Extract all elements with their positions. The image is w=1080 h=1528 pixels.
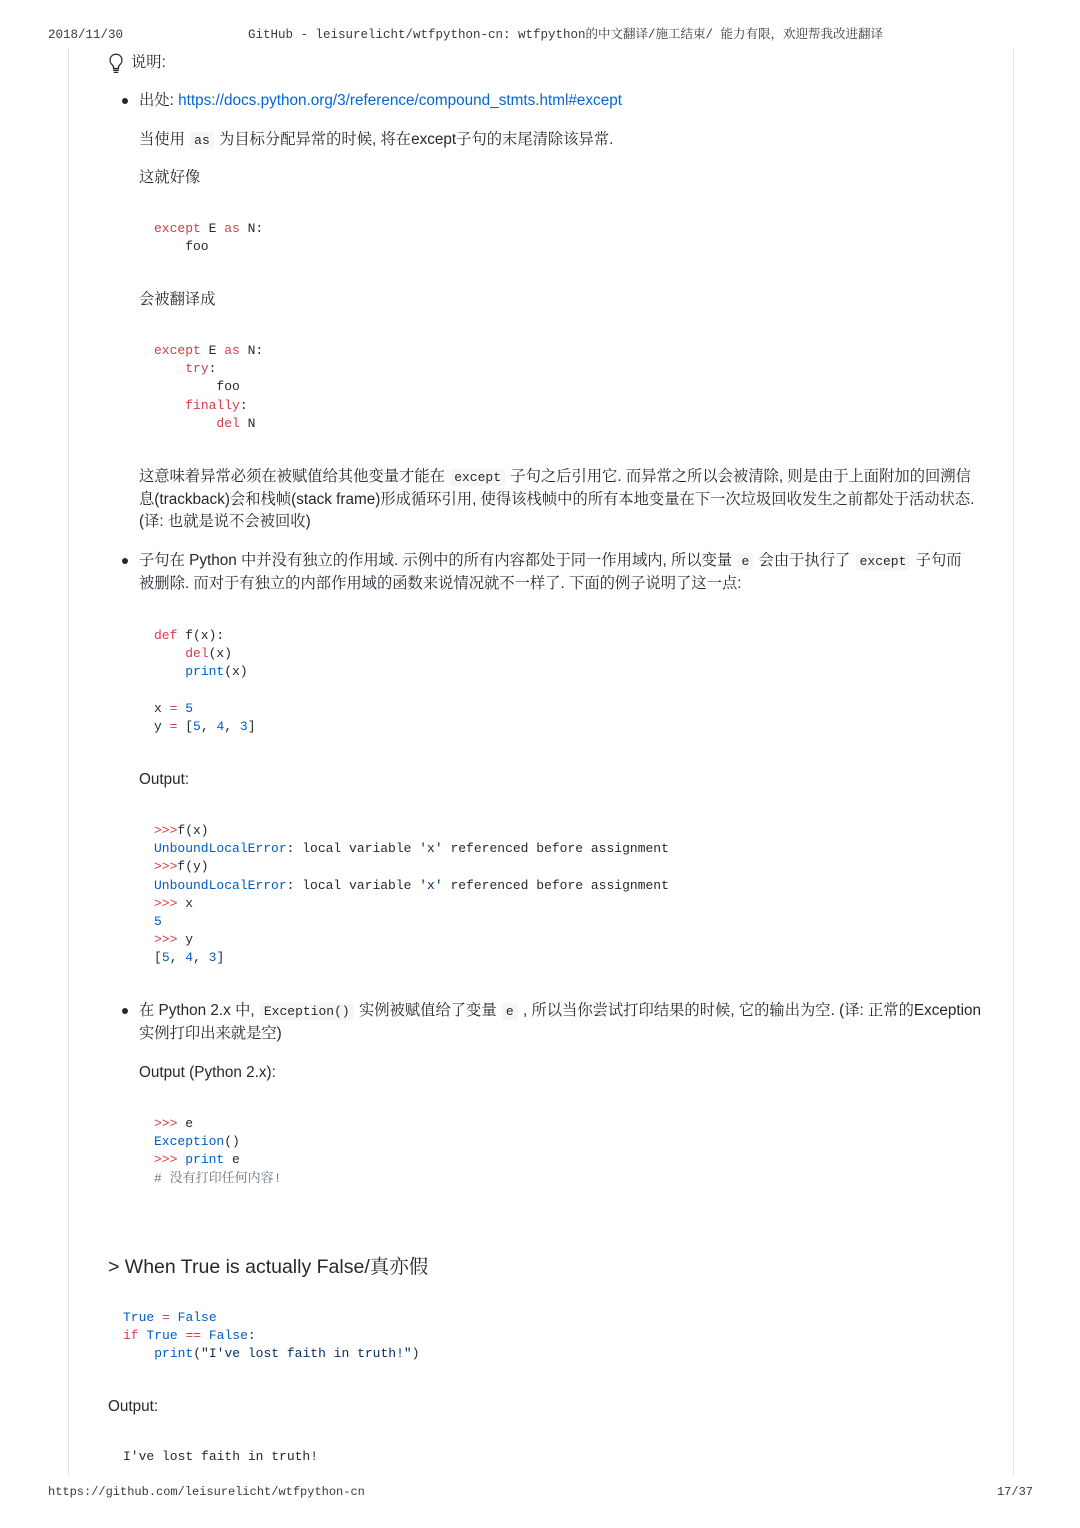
code-token (154, 416, 216, 431)
paragraph (139, 466, 974, 534)
code-line (154, 1115, 281, 1133)
code-token: 5 (185, 700, 194, 716)
text-run: 为目标分配异常的时候, 将在except子句的末尾清除该异常. (214, 131, 614, 148)
code-token: N: (239, 343, 264, 358)
text-run: 子句之后引用它. 而异常之所以会被清除, 则是由于上面附加的回溯信 (506, 468, 971, 485)
inline-code: e (502, 1003, 518, 1020)
code-token: E (200, 343, 225, 358)
text-line (139, 511, 974, 534)
code-line (154, 895, 669, 913)
code-line (123, 1345, 420, 1363)
code-token (154, 664, 185, 679)
text-line (139, 466, 974, 489)
page-number: 17/37 (996, 1485, 1033, 1499)
code-token (154, 646, 185, 661)
code-block (123, 1309, 420, 1364)
code-line (123, 1309, 420, 1327)
code-token: >>> (154, 895, 178, 911)
code-token: : local variable (286, 841, 420, 857)
code-token: [ (177, 718, 194, 734)
code-token: >>> (154, 823, 178, 838)
code-token: x (177, 895, 194, 911)
code-line (154, 645, 256, 663)
code-token: referenced before assignment (442, 841, 669, 857)
code-line (154, 840, 669, 858)
bullet-dot (122, 1008, 128, 1014)
code-token: : (208, 361, 217, 377)
code-block (154, 220, 263, 256)
paragraph (139, 550, 962, 595)
code-line (154, 1133, 281, 1151)
print-title: GitHub - leisurelicht/wtfpython-cn: wtfpython的中文翻译/施工结束/ 能力有限，欢迎帮我改进翻译 (248, 28, 884, 42)
code-token (154, 361, 185, 376)
text-run: 出处: (139, 92, 179, 109)
code-token: 5 (161, 950, 170, 966)
code-line (154, 822, 669, 840)
lightbulb-icon (108, 53, 124, 74)
code-line (123, 1448, 318, 1466)
code-token: >>> (154, 859, 178, 875)
code-line (154, 700, 256, 718)
code-line (154, 1151, 281, 1169)
text-run: 会由于执行了 (754, 552, 855, 569)
code-token: 5 (193, 718, 201, 734)
code-token: referenced before assignment (442, 877, 669, 893)
code-token: , (169, 950, 186, 966)
text-line (139, 90, 622, 113)
content-border-left (68, 48, 69, 1476)
code-token: >>> (154, 932, 178, 948)
code-token: (x) (224, 664, 248, 680)
text-run: 在 Python 2.x 中, (139, 1002, 259, 1019)
inline-code: except (450, 469, 505, 486)
code-token: try (185, 361, 209, 377)
code-token: as (224, 221, 240, 236)
code-token: : (247, 1328, 256, 1344)
code-line (154, 378, 263, 396)
code-token: 3 (208, 950, 217, 966)
code-block (154, 342, 263, 433)
code-block (154, 627, 256, 736)
bullet-dot (122, 558, 128, 564)
code-token: "I've lost faith in truth!" (201, 1346, 412, 1362)
code-token (123, 1346, 154, 1361)
text-run: 实例被赋值给了变量 (354, 1002, 501, 1019)
print-url: https://github.com/leisurelicht/wtfpython-cn (48, 1485, 365, 1499)
code-token: def (154, 628, 178, 643)
code-token: UnboundLocalError (154, 877, 287, 893)
code-token: : local variable (286, 877, 420, 893)
code-token: N (239, 415, 256, 431)
text-run: 这意味着异常必须在被赋值给其他变量才能在 (139, 468, 450, 485)
text-line (139, 489, 974, 512)
inline-code: e (737, 553, 753, 570)
code-token (170, 1310, 178, 1325)
code-token: True (146, 1328, 178, 1344)
code-token: x (154, 700, 170, 716)
print-date: 2018/11/30 (48, 28, 124, 42)
code-token: >>> (154, 1152, 178, 1168)
bullet-dot (122, 98, 128, 104)
code-token: # 没有打印任何内容! (154, 1170, 282, 1186)
text-run: 息(trackback)会和栈帧(stack frame)形成循环引用, 使得该栈帧中的所有本地变量在下一次垃圾回收发生之前都处于活动状态. (139, 490, 975, 508)
code-token: [ (154, 950, 162, 966)
code-token (201, 1328, 209, 1343)
code-line (154, 663, 256, 681)
code-token: = (162, 1310, 170, 1325)
code-line (154, 415, 263, 433)
code-token: , (193, 950, 209, 966)
code-token: 'x' (419, 877, 443, 893)
code-line (154, 718, 256, 736)
text-line (139, 550, 962, 573)
code-token: = (169, 700, 178, 716)
text-run: 子句而 (911, 552, 962, 569)
code-token: e (177, 1116, 194, 1131)
code-token: 'x' (419, 841, 443, 857)
code-token: foo (154, 379, 240, 395)
text-run: 被删除. 而对于有独立的内部作用域的函数来说情况就不一样了. 下面的例子说明了这一点: (139, 574, 742, 592)
code-token: print (185, 1152, 225, 1168)
code-token: ( (193, 1346, 202, 1362)
code-token: ] (216, 950, 225, 966)
inline-code: except (856, 553, 911, 570)
code-token: y (154, 718, 170, 734)
code-line (154, 931, 669, 949)
code-token: except (154, 343, 201, 358)
code-token: = (169, 718, 178, 734)
code-token: : (239, 397, 248, 413)
code-token: () (224, 1134, 240, 1150)
paragraph (139, 1000, 981, 1045)
code-token (154, 398, 185, 413)
code-line (154, 949, 669, 967)
output-block (154, 1115, 281, 1188)
paragraph (139, 129, 613, 152)
code-token: E (200, 221, 225, 236)
code-line (154, 682, 256, 700)
code-line (123, 1327, 420, 1345)
text-run: , 所以当你尝试打印结果的时候, 它的输出为空. (译: 正常的Exception (518, 1002, 982, 1019)
code-line (154, 913, 669, 931)
code-token: 5 (154, 913, 162, 929)
code-token: I've lost faith in truth! (123, 1449, 319, 1464)
code-line (154, 360, 263, 378)
paragraph: 这就好像 (139, 169, 201, 186)
text-line (139, 1023, 981, 1046)
code-token: y (177, 932, 194, 948)
code-line (154, 342, 263, 360)
code-token: e (224, 1152, 240, 1168)
code-token: N: (239, 221, 264, 236)
code-token: 4 (216, 718, 225, 734)
text-run: 实例打印出来就是空) (139, 1024, 282, 1042)
text-run: 子句在 Python 中并没有独立的作用域. 示例中的所有内容都处于同一作用域内, 所以变量 (139, 552, 737, 569)
code-token: f(y) (177, 859, 209, 875)
output-label: Output: (108, 1398, 159, 1415)
code-token: , (200, 718, 217, 734)
code-token: foo (154, 239, 209, 255)
code-token: 4 (185, 950, 194, 966)
code-line (154, 627, 256, 645)
code-token: print (185, 664, 225, 680)
code-token: 3 (239, 718, 248, 734)
code-token: if (123, 1328, 139, 1344)
code-token: as (224, 343, 240, 358)
text-line (139, 573, 962, 596)
code-token: == (185, 1328, 202, 1344)
code-token: f(x) (177, 823, 209, 838)
code-token (154, 1310, 162, 1325)
section-heading: > When True is actually False/真亦假 (108, 1256, 429, 1278)
code-token: del (216, 415, 240, 431)
text-run: 当使用 (139, 131, 190, 148)
output-label: Output: (139, 771, 190, 788)
code-line (154, 238, 263, 256)
text-line (139, 1000, 981, 1023)
output-block (154, 822, 669, 968)
content-border-right (1013, 48, 1014, 1476)
text-run: (译: 也就是说不会被回收) (139, 513, 311, 530)
source-link[interactable]: https://docs.python.org/3/reference/compound_stmts.html#except (178, 92, 622, 109)
code-token: True (123, 1310, 155, 1325)
source-line (139, 90, 622, 113)
code-token: UnboundLocalError (154, 841, 287, 857)
code-token: False (208, 1328, 248, 1344)
code-line (154, 858, 669, 876)
inline-code: Exception() (260, 1003, 354, 1020)
code-token: del (185, 646, 209, 662)
code-token: >>> (154, 1116, 178, 1131)
code-line (154, 877, 669, 895)
output-block (123, 1448, 318, 1466)
code-line (154, 220, 263, 238)
output-label: Output (Python 2.x): (139, 1064, 276, 1081)
code-token: Exception (154, 1134, 225, 1150)
code-line (154, 397, 263, 415)
code-token: False (177, 1310, 217, 1325)
code-token: , (224, 718, 240, 734)
inline-code: as (190, 132, 214, 149)
code-token: finally (185, 397, 240, 413)
code-token: ] (247, 718, 256, 734)
text-line (139, 129, 613, 152)
code-token: f(x): (177, 628, 225, 643)
code-token: ) (411, 1346, 420, 1362)
code-token: (x) (208, 646, 233, 662)
explanation-label: 说明: (131, 54, 166, 71)
paragraph: 会被翻译成 (139, 291, 216, 308)
code-line (154, 1170, 281, 1188)
code-token: print (154, 1346, 194, 1362)
code-token: except (154, 221, 201, 236)
